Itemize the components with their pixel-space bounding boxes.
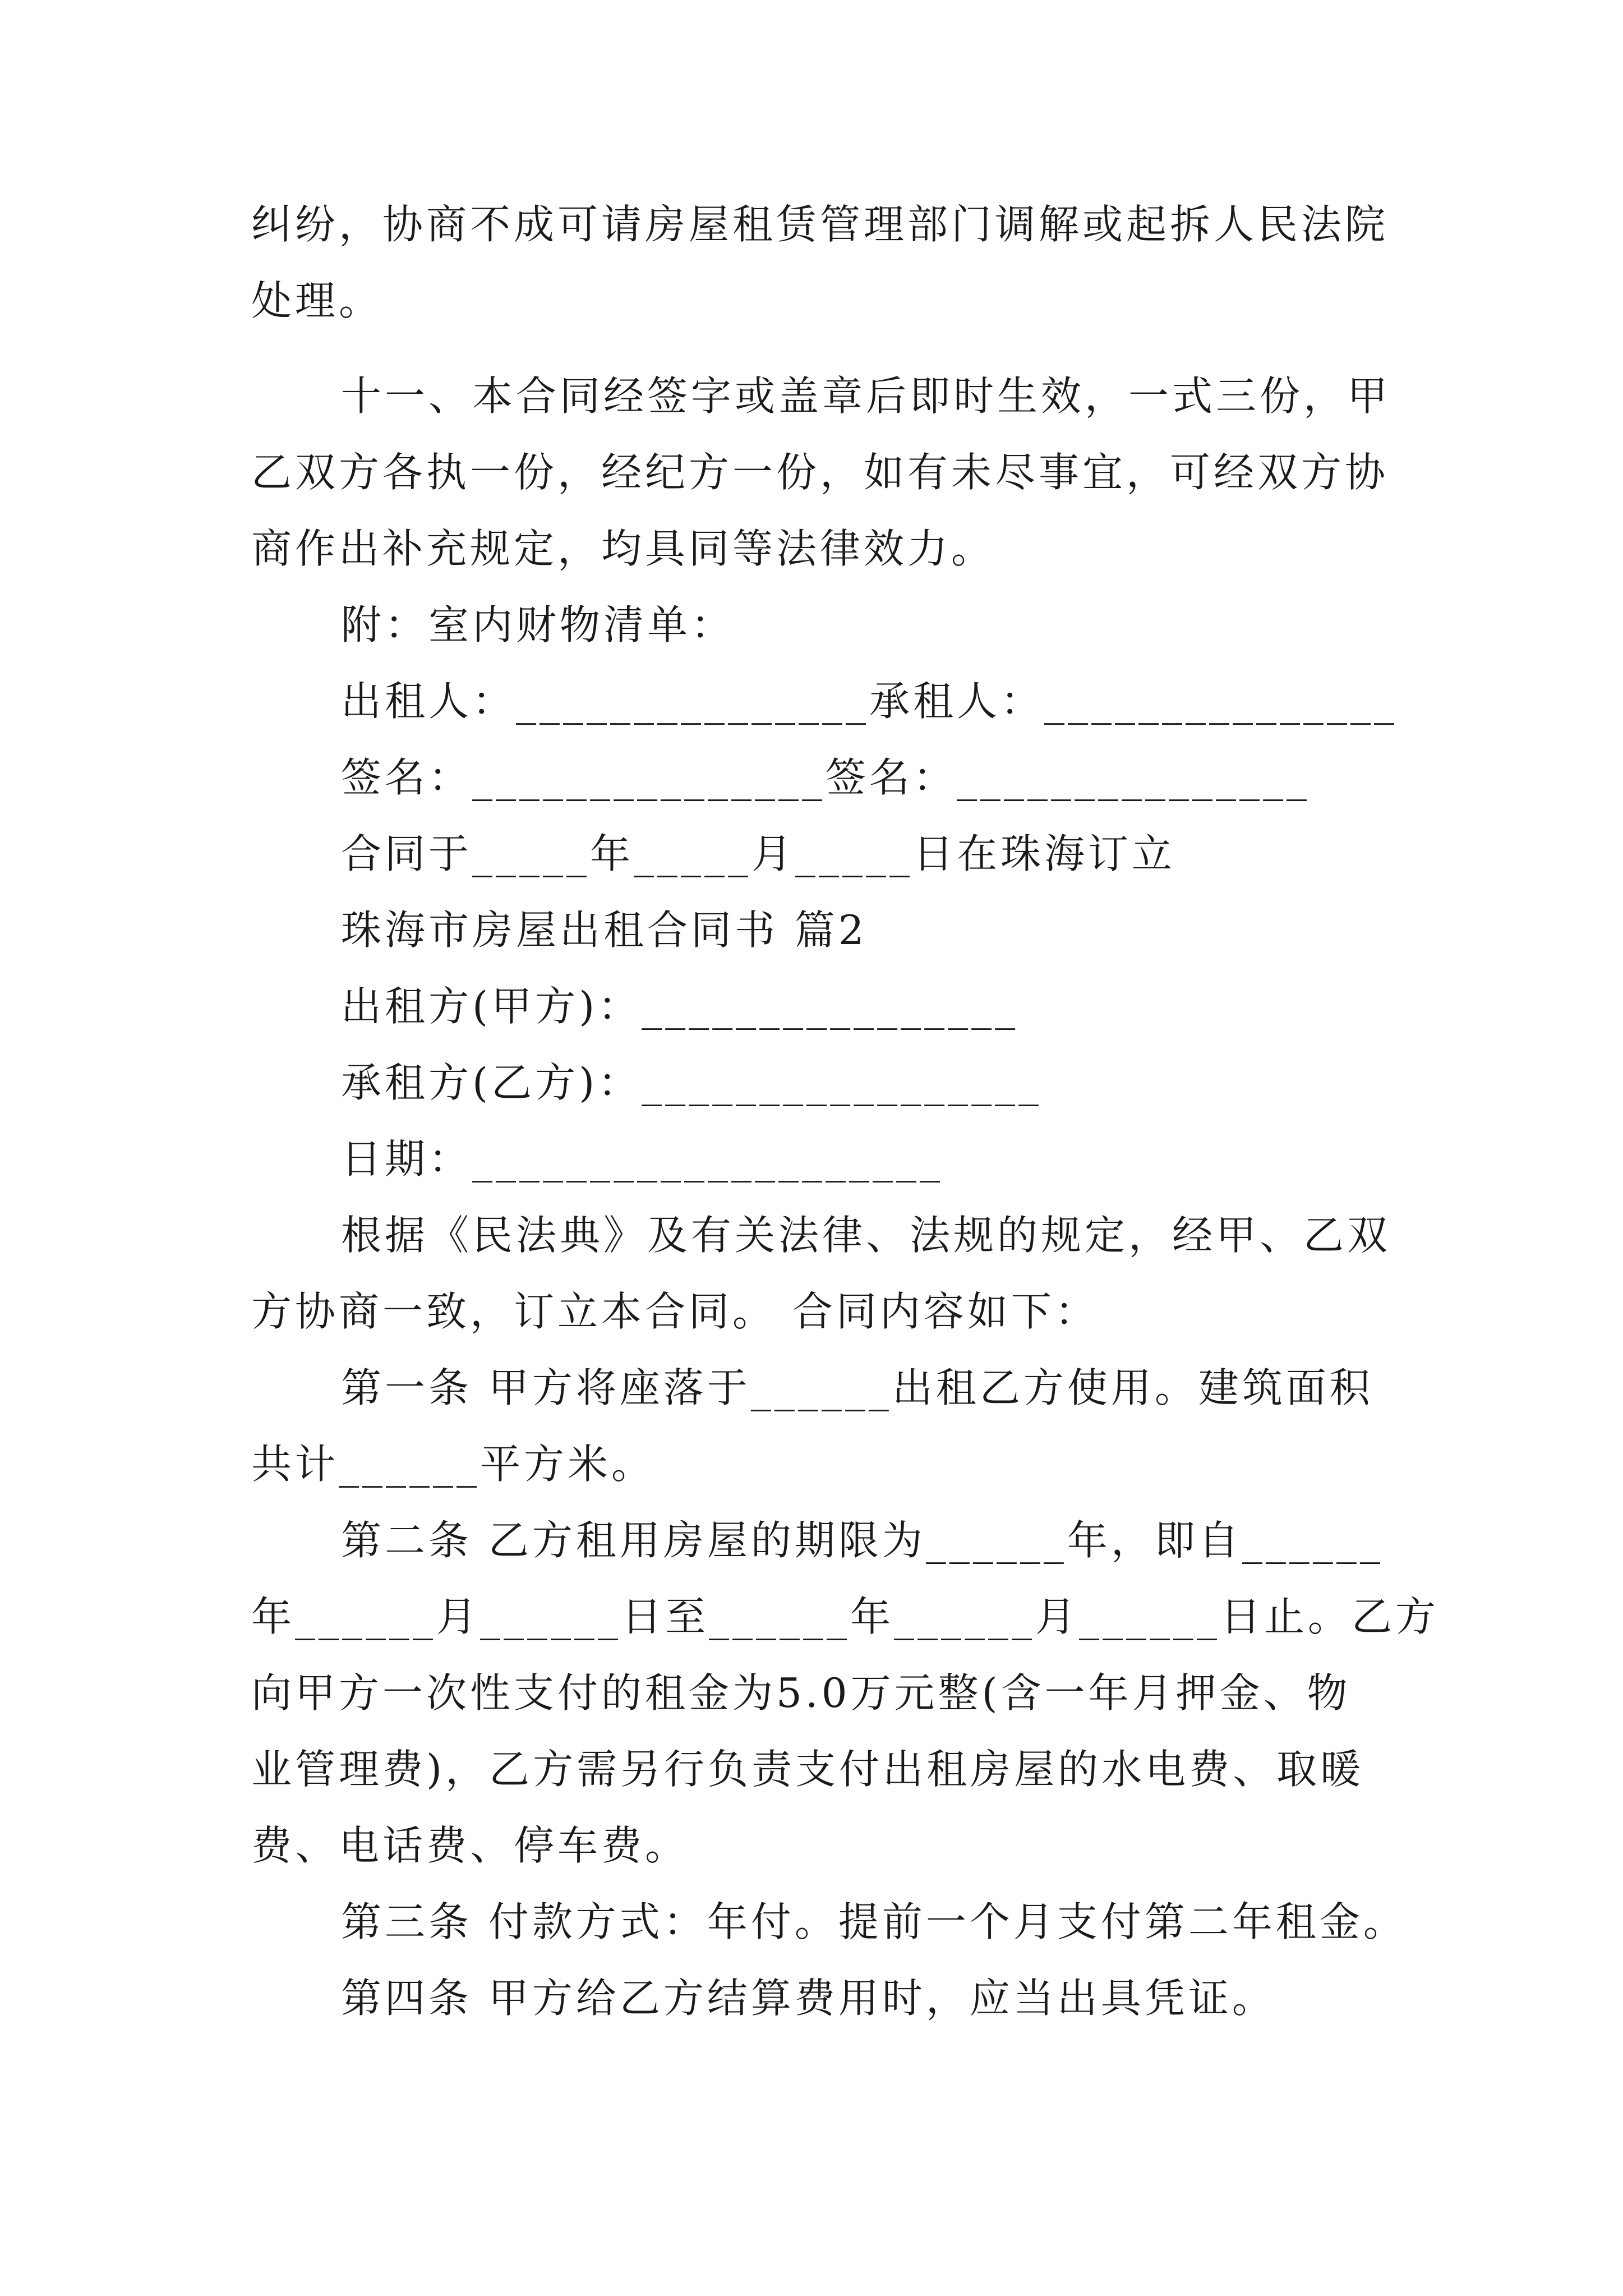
text-line: 根据《民法典》及有关法律、法规的规定，经甲、乙双 [341,1212,1391,1259]
text-line: 处理。 [251,277,383,324]
clause-line: 年______月______日至______年______月______日止。乙方 [251,1593,1440,1640]
text-line: 乙双方各执一份，经纪方一份，如有未尽事宜，可经双方协 [251,449,1389,496]
text-line: 十一、本合同经签字或盖章后即时生效，一式三份，甲 [341,372,1391,420]
text-line: 方协商一致，订立本合同。 合同内容如下： [251,1288,1099,1335]
clause-line: 第二条 乙方租用房屋的期限为______年，即自______ [341,1517,1384,1564]
date-line: 日期：____________________ [341,1135,944,1182]
clause-line: 第三条 付款方式：年付。提前一个月支付第二年租金。 [341,1898,1407,1945]
clause-line: 共计______平方米。 [251,1441,656,1488]
text-line: 附：室内财物清单： [341,601,735,648]
signature-line: 签名：_______________签名：_______________ [341,754,1311,801]
date-line: 合同于_____年_____月_____日在珠海订立 [341,830,1176,877]
clause-line: 第一条 甲方将座落于______出租乙方使用。建筑面积 [341,1364,1373,1411]
party-line: 出租方(甲方)：________________ [341,983,1019,1030]
clause-line: 向甲方一次性支付的租金为5.0万元整(含一年月押金、物 [251,1669,1351,1717]
party-line: 承租方(乙方)：_________________ [341,1059,1043,1106]
clause-line: 业管理费)，乙方需另行负责支付出租房屋的水电费、取暖 [251,1746,1364,1793]
section-title: 珠海市房屋出租合同书 篇2 [341,907,868,954]
text-line: 商作出补充规定，均具同等法律效力。 [251,525,995,572]
clause-line: 费、电话费、停车费。 [251,1822,689,1869]
text-line: 纠纷，协商不成可请房屋租赁管理部门调解或起拆人民法院 [251,201,1389,248]
clause-line: 第四条 甲方给乙方结算费用时，应当出具凭证。 [341,1975,1276,2022]
signature-line: 出租人：_______________承租人：_______________ [341,678,1398,725]
